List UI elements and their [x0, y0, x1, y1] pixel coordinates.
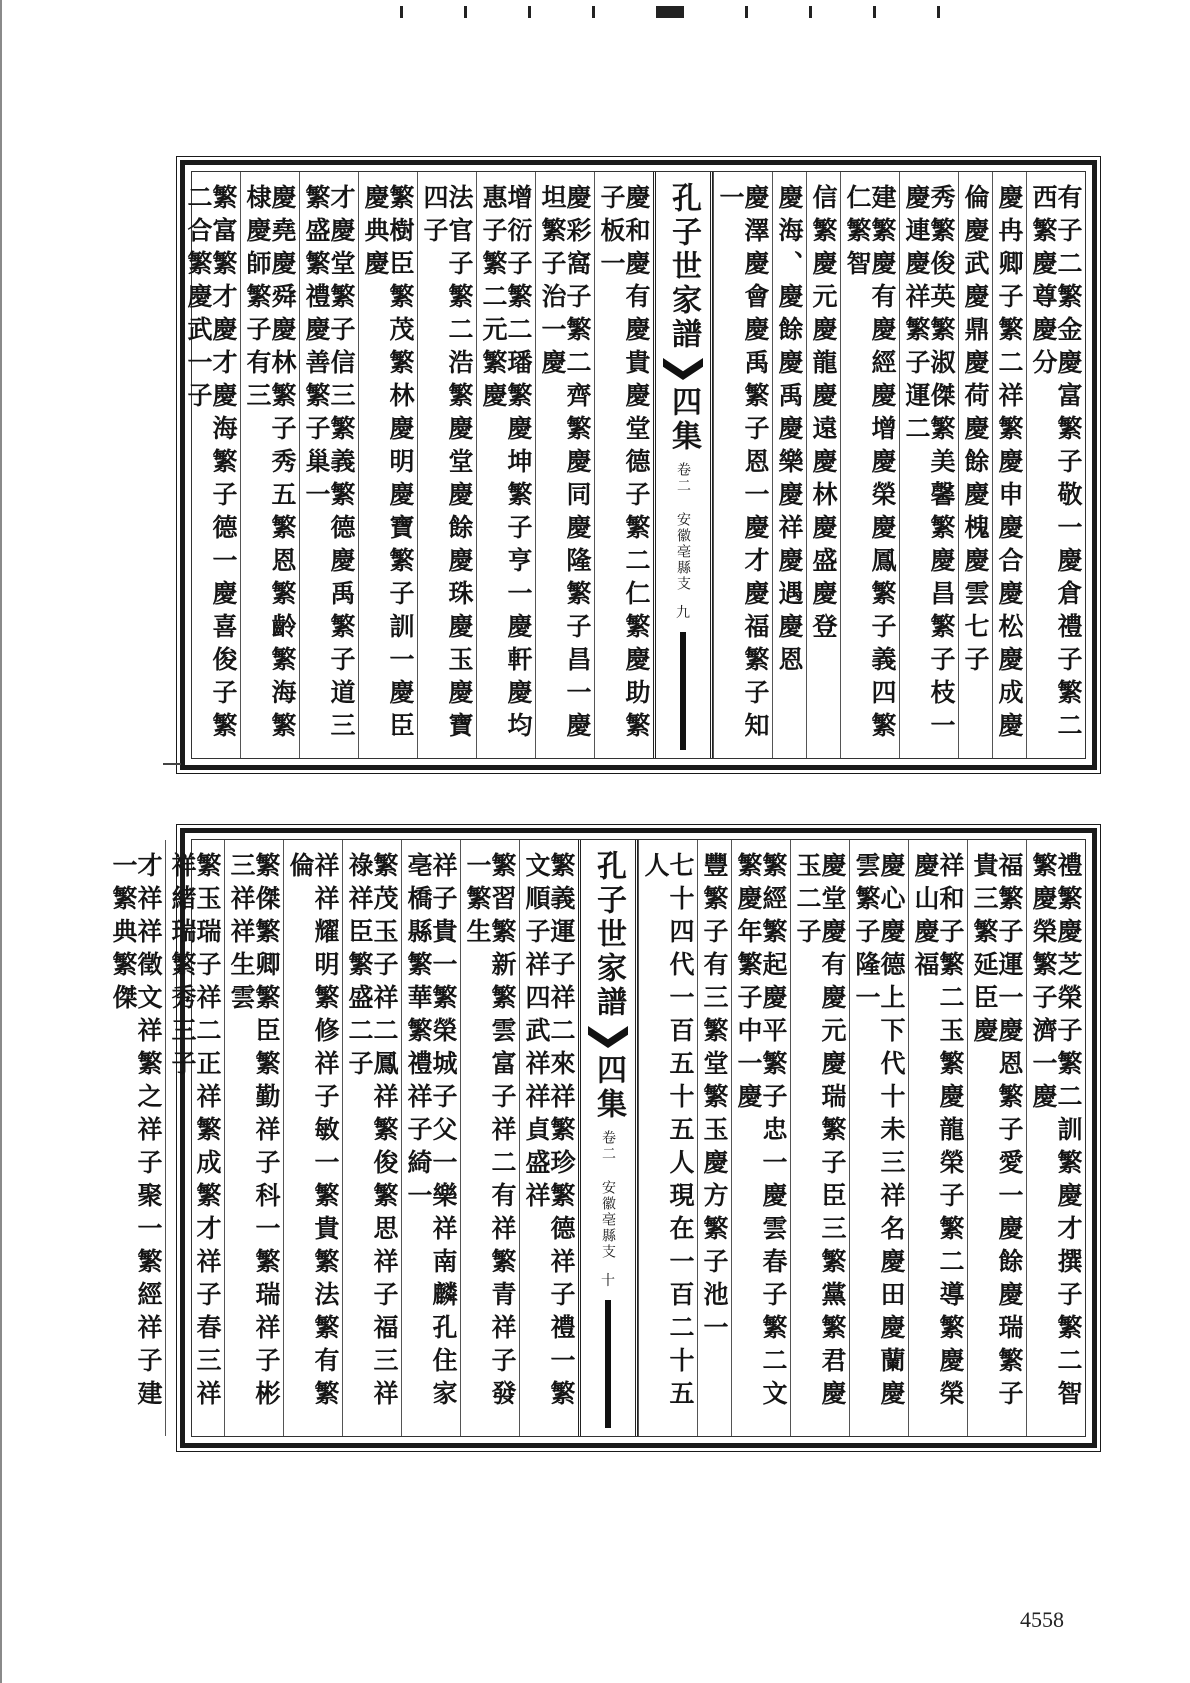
text-column: 繁富繁才慶才慶海繁子德一慶喜俊子繁二合繁慶武一子 — [184, 184, 238, 745]
leaf-number: 九 — [676, 605, 690, 621]
text-column: 繁茂玉子祥二鳳祥繁俊繁思祥子福三祥祿祥臣繁盛二子 — [342, 840, 401, 1436]
text-column: 祥祥耀明繁修祥子敏一繁貴繁法繁有繁倫 — [283, 840, 342, 1436]
text-column: 豐繁子有三繁堂繁玉慶方繁子池一 — [697, 840, 731, 1436]
text-column: 慶和慶有慶貴慶堂德子繁二仁繁慶助繁子板一 — [594, 172, 653, 758]
text-column: 繁義運子祥二來祥繁珍繁德祥子禮一繁文順子祥四武祥祥貞盛祥 — [519, 840, 578, 1436]
text-column: 慶彩窩子繁二齊繁慶同慶隆繁子昌一慶坦繁子治一慶 — [535, 172, 594, 758]
text-column: 祥和子繁二玉繁慶龍榮子繁二導繁慶榮慶山慶福 — [908, 840, 967, 1436]
scan-mark — [163, 763, 181, 765]
page-number: 4558 — [1020, 1607, 1064, 1632]
text-column: 禮繁慶芝榮子繁二訓繁慶才撰子繁二智繁慶榮繁子濟一慶 — [1026, 840, 1085, 1436]
text-column: 慶堂慶有慶元慶瑞繁子臣三繁黨繁君慶玉二子 — [790, 840, 849, 1436]
text-column: 建繁慶有慶經慶增慶榮慶鳳繁子義四繁仁繁智 — [840, 172, 899, 758]
genealogy-page-top — [180, 160, 1097, 770]
leaf-number: 十 — [601, 1273, 615, 1289]
series-label: 四集 — [666, 386, 701, 454]
genealogy-page-bottom — [109, 828, 1097, 1448]
text-column: 福繁子運一慶恩繁子愛一慶餘慶瑞繁子貴三繁延臣慶 — [967, 840, 1026, 1436]
text-column: 慶堯慶舜慶林繁子秀五繁恩繁齡繁海繁棣慶師繁子有三 — [240, 172, 299, 758]
text-column: 慶海、慶餘慶禹慶樂慶祥慶遇慶恩 — [772, 172, 806, 758]
book-title: 孔子世家譜 — [666, 182, 701, 352]
header-bar — [605, 1300, 611, 1428]
series-label: 四集 — [591, 1054, 626, 1122]
header-bar — [680, 632, 686, 750]
text-column: 才祥祥徵文祥繁之祥子聚一繁經祥子建一繁典繁傑 — [109, 852, 163, 1413]
book-title: 孔子世家譜 — [591, 850, 626, 1020]
text-column: 法官子繁二浩繁慶堂慶餘慶珠慶玉慶寶四子 — [417, 172, 476, 758]
text-column: 信繁慶元慶龍慶遠慶林慶盛慶登 — [806, 172, 840, 758]
text-column: 慶澤慶會慶禹繁子恩一慶才慶福繁子知一 — [713, 172, 772, 758]
volume-label: 卷二 安徽亳縣支 — [675, 462, 691, 592]
book-header-column — [653, 172, 713, 758]
text-column: 倫慶武慶鼎慶荷慶餘慶槐慶雲七子 — [958, 172, 992, 758]
text-column: 繁傑繁卿繁臣繁勤祥子科一繁瑞祥子彬三祥祥生雲 — [224, 840, 283, 1436]
text-column: 有子二繁金慶富繁子敬一慶倉禮子繁二西繁慶尊慶分 — [1026, 172, 1085, 758]
text-column: 繁經繁起慶平繁子忠一慶雲春子繁二文繁慶年繁子中一慶 — [731, 840, 790, 1436]
text-column: 祥子貴一繁榮城子父一樂祥南麟孔住家亳橋縣繁華繁禮祥子綺一 — [401, 840, 460, 1436]
top-edge-marks — [400, 6, 940, 18]
book-header-column — [578, 840, 638, 1436]
fish-tail-mark-icon — [663, 358, 703, 380]
fish-tail-mark-icon — [588, 1026, 628, 1048]
volume-label: 卷二 安徽亳縣支 — [600, 1130, 616, 1260]
text-column: 繁玉瑞子祥二正祥繁成繁才祥子春三祥祥緒瑞繁秀三子 — [165, 840, 224, 1436]
text-column: 繁習繁新繁雲富子祥二有祥繁青祥子發一繁生 — [460, 840, 519, 1436]
text-column: 繁樹臣繁茂繁林慶明慶寶繁子訓一慶臣慶典慶 — [358, 172, 417, 758]
generation-summary: 七十四代一百五十五人現在一百二十五人 — [638, 840, 697, 1436]
text-column: 秀繁俊英繁淑傑繁美馨繁慶昌繁子枝一慶連慶祥繁子運二 — [899, 172, 958, 758]
text-column: 增衍子繁二璠繁慶坤繁子亨一慶軒慶均惠子繁二元繁慶 — [476, 172, 535, 758]
scan-left-edge — [0, 0, 2, 1683]
text-column: 慶冉卿子繁二祥繁慶申慶合慶松慶成慶 — [992, 172, 1026, 758]
text-column: 才慶堂繁子信三繁義繁德慶禹繁子道三繁盛繁禮慶善繁子巢一 — [299, 172, 358, 758]
text-column: 慶心慶德上下代十未三祥名慶田慶蘭慶雲繁子隆一 — [849, 840, 908, 1436]
